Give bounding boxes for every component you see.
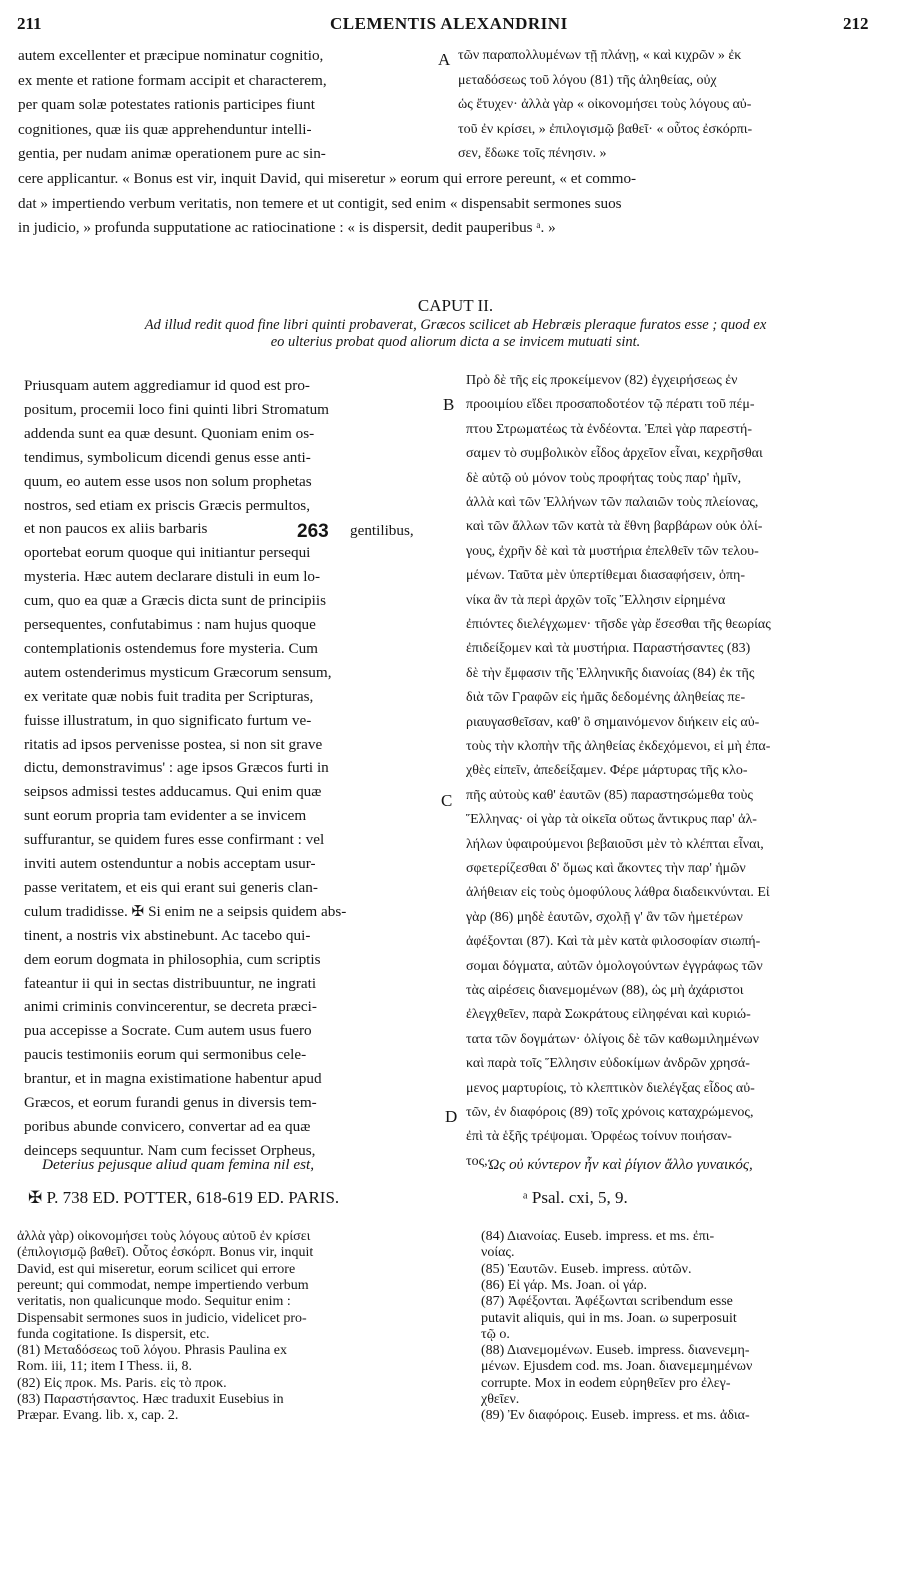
greek-line: τοὺς τὴν κλοπὴν τῆς ἀληθείας ἐκδεχόμενοι, εἰ μὴ ἐπα- — [466, 739, 771, 754]
latin-line: autem ostenderimus mysticum Græcorum sensum, — [24, 663, 332, 681]
greek-line: σαμεν τὸ συμβολικὸν εἶδος ἀρχεῖον εἶναι, κεχρῆσθαι — [466, 446, 763, 462]
note-line: corrupte. Mox in eodem εὐρηθεῖεν pro ἐλεγ- — [481, 1375, 731, 1391]
latin-line: ex veritate quæ nobis fuit tradita per Scripturas, — [24, 687, 314, 705]
latin-line-after-mark: gentilibus, — [350, 522, 414, 539]
note-line: (86) Εἰ γάρ. Ms. Joan. οἱ γάρ. — [481, 1277, 647, 1293]
latin-line: contemplationis ostendemus fore mysteria. Cum — [24, 639, 318, 657]
greek-line: Ἕλληνας· οἱ γὰρ τὰ οἰκεῖα οὕτως ἄντικρυς παρ' ἀλ- — [466, 812, 757, 828]
latin-line: positum, procemii loco fini quinti libri Stromatum — [24, 400, 329, 418]
latin-line: suffurantur, se quidem fures esse confirmant : vel — [24, 831, 325, 849]
greek-line: πῆς αὐτοὺς καθ' ἑαυτῶν (85) παραστησώμεθα τοὺς — [466, 787, 753, 803]
note-line: (83) Παραστήσαντος. Hæc traduxit Eusebius in — [17, 1392, 284, 1407]
greek-line: προοιμίου εἴδει προσαποδοτέον τῷ πέρατι τοῦ πέμ- — [466, 397, 755, 413]
latin-line: seipsos admissi testes adducamus. Qui enim quæ — [24, 783, 322, 801]
note-line: Dispensabit sermones suos in judicio, videlicet pro- — [17, 1310, 307, 1326]
greek-line: μενος μαρτυρίοις, τὸ κλεπτικὸν διελέγξας εἶδος αὐ- — [466, 1080, 755, 1096]
latin-line: cere applicantur. « Bonus est vir, inquit David, qui miseretur » eorum qui errore pereunt, « et commo- — [18, 170, 637, 187]
latin-line: et non paucos ex aliis barbaris — [24, 520, 208, 538]
greek-line: ὡς ἔτυχεν· ἀλλὰ γὰρ « οἰκονομήσει τοὺς λόγους αὐ- — [458, 97, 752, 112]
caput-summary-line-2: eo ulterius probat quod aliorum dicta a se invicem mutuati sint. — [270, 334, 641, 350]
greek-line: τατα τῶν δογμάτων· ὀλίγοις δὲ τῶν καθωμιλημένων — [466, 1031, 759, 1047]
note-line: (88) Διανεμομένων. Euseb. impress. διανενεμη- — [481, 1343, 750, 1359]
latin-line: fuisse illustratum, in quo significato furtum ve- — [24, 711, 312, 729]
greek-line: πτου Στρωματέως τὰ ἐνδέοντα. Ἐπεὶ γὰρ παρεστή- — [466, 421, 753, 437]
latin-line: passe veritatem, et eis qui erant sui generis clan- — [24, 878, 318, 896]
greek-line: ἀφέξονται (87). Καὶ τὰ μὲν κατὰ φιλοσοφίαν σιωπή- — [466, 934, 761, 950]
note-line: pereunt; qui commodat, nempe impertiendo verbum — [17, 1277, 309, 1293]
latin-line: cognitiones, quæ iis quæ apprehenduntur intelli- — [18, 120, 312, 138]
greek-line: τοῦ ἐν κρίσει, » ἐπιλογισμῷ βαθεῖ· « οὗτος ἐσκόρπι- — [458, 121, 753, 137]
latin-line: deinceps sequuntur. Nam cum fecisset Orpheus, — [24, 1141, 316, 1159]
greek-line: τῶν, ἐν διαφόροις (89) τοῖς χρόνοις καταχρώμενος, — [466, 1105, 754, 1120]
note-line: (85) Ἑαυτῶν. Euseb. impress. αὐτῶν. — [481, 1261, 692, 1277]
latin-line: in judicio, » profunda supputatione ac ratiocinatione : « is dispersit, dedit pauperibus ᵃ. » — [18, 219, 556, 236]
greek-line: καὶ παρὰ τοῖς Ἕλλησιν εὐδοκίμων ἀνδρῶν χρησά- — [466, 1056, 750, 1072]
greek-line: ἐπὶ τὰ ἑξῆς τρέψομαι. Ὀρφέως τοίνυν ποιήσαν- — [466, 1129, 732, 1145]
greek-verse: Ὡς οὐ κύντερον ἦν καὶ ῥίγιον ἄλλο γυναικός, — [487, 1157, 753, 1173]
margin-letter-c: C — [441, 791, 453, 810]
margin-letter-a: A — [438, 50, 451, 69]
greek-line: ἀλήθειαν εἰς τοὺς ὁμοφύλους λάθρα διαδεικνύνται. Εἰ — [466, 885, 770, 901]
latin-line: paucis testimoniis eorum qui sermonibus cele- — [24, 1046, 307, 1064]
note-line: (81) Μεταδόσεως τοῦ λόγου. Phrasis Paulina ex — [17, 1343, 288, 1359]
note-line: χθεῖεν. — [481, 1392, 520, 1407]
greek-line: ἐπιδείξομεν καὶ τὰ μυστήρια. Παραστήσαντες (83) — [466, 641, 751, 657]
note-line: ἀλλὰ γὰρ) οἰκονομήσει τοὺς λόγους αὐτοῦ ἐν κρίσει — [17, 1229, 311, 1244]
greek-line: ἀλλὰ καὶ τῶν Ἑλλήνων τῶν παλαιῶν τοὺς πλείονας, — [466, 495, 759, 510]
greek-line: γους, ἐχρῆν δὲ καὶ τὰ μυστήρια ἐπελθεῖν τῶν τελου- — [466, 543, 759, 559]
greek-line: χθὲς εἰπεῖν, ἀπεδείξαμεν. Φέρε μάρτυρας τῆς κλο- — [466, 763, 748, 779]
note-line: putavit aliquis, qui in ms. Joan. ω superposuit — [481, 1310, 737, 1326]
latin-line: autem excellenter et præcipue nominatur cognitio, — [18, 47, 324, 64]
latin-line: mysteria. Hæc autem declarare distuli in eum lo- — [24, 568, 321, 586]
latin-line: poribus abunde convicero, convertar ad ea quæ — [24, 1117, 311, 1135]
latin-line: cum, quo ea quæ a Græcis dicta sunt de principiis — [24, 592, 326, 610]
note-line: νοίας. — [481, 1245, 515, 1261]
latin-line: sunt eorum propria tam evidenter a se invicem — [24, 807, 307, 825]
latin-line: Græcos, et eorum furandi genus in diversis tem- — [24, 1094, 317, 1111]
greek-line: μεταδόσεως τοῦ λόγου (81) τῆς ἀληθείας, οὐχ — [458, 72, 717, 88]
greek-line: καὶ τῶν ἄλλων τῶν κατὰ τὰ ἔθνη βαρβάρων οὐκ ὀλί- — [466, 519, 763, 535]
greek-line: ριαυγασθεῖσαν, καθ' ὃ σημαινόμενον διήκειν εἰς αὐ- — [466, 714, 760, 730]
greek-line: δὲ αὐτῷ οὐ μόνον τοὺς προφήτας τοὺς παρ' ἡμῖν, — [466, 470, 742, 486]
right-page-number: 212 — [843, 14, 869, 33]
latin-line: ritatis ad ipsos pervenisse postea, si non sit grave — [24, 735, 323, 753]
greek-line: ἐπιόντες διελέγχωμεν· τῆσδε γὰρ ἔσεσθαι τῆς θεωρίας — [466, 617, 771, 632]
latin-line: dat » impertiendo verbum veritatis, non temere et ut contigit, sed enim « dispensabit sermones suos — [18, 194, 622, 212]
latin-line: inviti autem ostenduntur a nobis acceptam usur- — [24, 855, 316, 872]
greek-line: ἐλεγχθεῖεν, παρὰ Σωκράτους εἰληφέναι καὶ κυριώ- — [466, 1007, 751, 1023]
greek-line: νίκα ἂν τὰ περὶ ἀρχῶν τοῖς Ἕλλησιν εἰρημένα — [466, 592, 726, 608]
latin-line: pua accepisse a Socrate. Cum autem usus fuero — [24, 1022, 312, 1040]
margin-letter-d: D — [445, 1107, 458, 1126]
latin-line: nostros, sed etiam ex priscis Græcis permultos, — [24, 496, 310, 514]
note-line: Præpar. Evang. lib. x, cap. 2. — [17, 1408, 179, 1424]
latin-line: oportebat eorum quoque qui initiantur persequi — [24, 544, 311, 562]
latin-line: dictu, demonstravimus' : age ipsos Græcos furti in — [24, 759, 329, 777]
running-title: CLEMENTIS ALEXANDRINI — [330, 14, 568, 33]
greek-line: τος, — [466, 1153, 488, 1169]
greek-line: μένων. Ταῦτα μὲν ὑπερτίθεμαι διασαφήσειν, ὁπη- — [466, 568, 746, 584]
latin-line: brantur, et in magna existimatione habentur apud — [24, 1070, 322, 1088]
latin-line: ex mente et ratione formam accipit et characterem, — [18, 71, 327, 89]
latin-line: per quam solæ potestates rationis participes fiunt — [18, 96, 315, 113]
greek-line: σφετερίζεσθαι δ' ὅμως καὶ ἄκοντες τὴν παρ' ἡμῶν — [466, 861, 746, 876]
latin-line: fateantur ii qui in sectas distribuuntur, ne ingrati — [24, 974, 317, 992]
left-page-number: 211 — [17, 14, 42, 33]
caput-summary-line-1: Ad illud redit quod fine libri quinti probaverat, Græcos scilicet ab Hebræis pleraque furatos esse ; quod ex — [144, 317, 767, 333]
note-line: Rom. iii, 11; item I Thess. ii, 8. — [17, 1359, 192, 1375]
page-marker-263: 263 — [297, 521, 329, 542]
caput-title: CAPUT II. — [417, 296, 494, 315]
note-line: veritatis, non qualicunque modo. Sequitur enim : — [17, 1294, 291, 1310]
latin-verse: Deterius pejusque aliud quam femina nil est, — [42, 1156, 315, 1173]
latin-line: tinent, a nostris vix abstinebunt. Ac tacebo qui- — [24, 926, 311, 944]
latin-line: tendimus, symbolicum dicendi genus esse anti- — [24, 448, 311, 466]
note-line: (84) Διανοίας. Euseb. impress. et ms. ἐπι- — [481, 1229, 715, 1244]
footnote-a: ᵃ Psal. cxi, 5, 9. — [523, 1188, 628, 1207]
note-line: μένων. Ejusdem cod. ms. Joan. διανεμεμημένων — [481, 1359, 753, 1375]
note-line: funda cogitatione. Is dispersit, etc. — [17, 1326, 210, 1342]
editorial-note: ✠ P. 738 ED. POTTER, 618-619 ED. PARIS. — [28, 1188, 340, 1207]
greek-line: Πρὸ δὲ τῆς εἰς προκείμενον (82) ἐγχειρήσεως ἐν — [466, 373, 738, 388]
latin-line: persequentes, confutabimus : nam hujus quoque — [24, 616, 316, 633]
greek-line: λήλων ὑφαιρούμενοι βεβαιοῦσι μὲν τὸ κλέπται εἶναι, — [466, 836, 764, 852]
latin-line: quum, eo autem esse usos non solum prophetas — [24, 472, 312, 490]
greek-line: τῶν παραπολλυμένων τῇ πλάνῃ, « καὶ κιχρῶν » ἐκ — [458, 48, 742, 63]
greek-line: σομαι δόγματα, αὐτῶν ὁμολογούντων ἐγγράφως τῶν — [466, 958, 763, 974]
greek-line: σεν, ἔδωκε τοῖς πένησιν. » — [458, 146, 607, 161]
note-line: (ἐπιλογισμῷ βαθεῖ). Οὗτος ἐσκόρπ. Bonus vir, inquit — [17, 1245, 314, 1261]
note-line: (82) Εἰς προκ. Ms. Paris. εἰς τὸ προκ. — [17, 1375, 227, 1391]
greek-line: γὰρ (86) μηδὲ ἑαυτῶν, σχολῇ γ' ἂν τῶν ἡμετέρων — [466, 909, 743, 925]
note-line: David, est qui miseretur, eorum scilicet qui errore — [17, 1261, 296, 1277]
greek-line: διὰ τῶν Γραφῶν εἰς ἡμᾶς δεδομένης ἀληθείας πε- — [466, 690, 746, 706]
latin-line: dem eorum dogmata in philosophia, cum scriptis — [24, 950, 321, 968]
note-line: (89) Ἐν διαφόροις. Euseb. impress. et ms. ἀδια- — [481, 1408, 750, 1424]
greek-line: δὲ τὴν ἔμφασιν τῆς Ἑλληνικῆς διανοίας (84) ἐκ τῆς — [466, 665, 755, 681]
latin-line: animi criminis convincerentur, se decreta præci- — [24, 998, 317, 1016]
latin-line: gentia, per nudam animæ operationem pure ac sin- — [18, 145, 326, 162]
latin-line: addenda sunt ea quæ desunt. Quoniam enim os- — [24, 424, 315, 442]
note-line: τῷ ο. — [481, 1326, 510, 1342]
latin-line: Priusquam autem aggrediamur id quod est pro- — [24, 377, 310, 394]
greek-line: τὰς αἱρέσεις διανεμομένων (88), ὡς μὴ ἀχάριστοι — [466, 983, 744, 998]
margin-letter-b: B — [443, 395, 455, 414]
note-line: (87) Ἀφέξονται. Ἀφέξωνται scribendum esse — [481, 1294, 733, 1310]
latin-line: culum tradidisse. ✠ Si enim ne a seipsis quidem abs- — [24, 902, 347, 920]
